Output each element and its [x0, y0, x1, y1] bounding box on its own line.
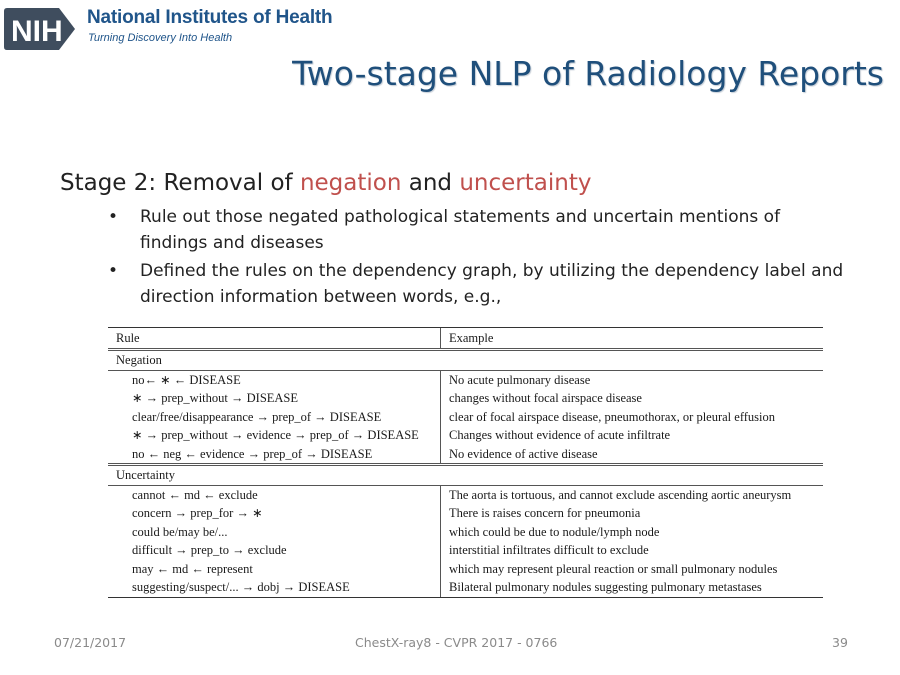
example-cell: which could be due to nodule/lymph node — [441, 523, 824, 542]
table-row — [108, 389, 823, 408]
rule-cell: could be/may be/... — [132, 524, 228, 539]
rule-cell: ∗ → prep_without → evidence → prep_of → DISEASE — [132, 428, 419, 442]
table-row — [108, 523, 823, 542]
table-row — [108, 504, 823, 523]
section-row-uncertainty — [108, 465, 823, 486]
rules-table — [108, 327, 823, 598]
rule-cell: suggesting/suspect/... → dobj → DISEASE — [108, 578, 441, 597]
nih-logo — [3, 4, 333, 56]
nih-logo-name: National Institutes of Health — [87, 7, 333, 28]
nih-logo-badge — [3, 6, 77, 52]
table-row — [108, 370, 823, 389]
table-row — [108, 426, 823, 445]
example-cell: No acute pulmonary disease — [441, 370, 824, 389]
rule-cell: concern → prep_for → ∗ — [132, 506, 263, 520]
example-cell: which may represent pleural reaction or small pulmonary nodules — [441, 560, 824, 579]
table-row — [108, 578, 823, 597]
header-rule: Rule — [108, 328, 441, 350]
rule-cell: no ← neg ← evidence → prep_of → DISEASE — [108, 445, 441, 465]
example-cell: interstitial infiltrates difficult to exclude — [441, 541, 824, 560]
section-label: Negation — [108, 350, 441, 371]
rule-cell: no← ∗ ← DISEASE — [132, 372, 241, 387]
table-row — [108, 485, 823, 504]
rule-cell: ∗ → prep_without → DISEASE — [132, 391, 299, 405]
stage-middle: and — [401, 170, 460, 196]
stage-prefix: Stage 2: Removal of — [60, 170, 300, 196]
bullet-marker: • — [108, 261, 119, 281]
stage-term-negation: negation — [299, 170, 402, 196]
bullet-item — [108, 258, 848, 310]
rule-cell: difficult → prep_to → exclude — [132, 543, 287, 557]
example-cell: The aorta is tortuous, and cannot exclude ascending aortic aneurysm — [441, 485, 824, 504]
nih-logo-abbr: NIH — [11, 15, 63, 48]
example-cell: No evidence of active disease — [441, 445, 824, 465]
example-cell: Bilateral pulmonary nodules suggesting pulmonary metastases — [441, 578, 824, 597]
nih-logo-tagline: Turning Discovery Into Health — [88, 32, 233, 44]
footer-date: 07/21/2017 — [54, 635, 127, 650]
example-cell: clear of focal airspace disease, pneumothorax, or pleural effusion — [441, 408, 824, 427]
header-example: Example — [441, 328, 824, 350]
bullet-text: Rule out those negated pathological statements and uncertain mentions of findings and diseases — [140, 207, 781, 253]
rule-cell: may ← md ← represent — [132, 561, 253, 576]
section-label: Uncertainty — [108, 465, 441, 486]
section-row-negation — [108, 350, 823, 371]
table-row — [108, 560, 823, 579]
slide-title: Two-stage NLP of Radiology Reports — [292, 54, 884, 93]
example-cell: Changes without evidence of acute infiltrate — [441, 426, 824, 445]
table-row — [108, 408, 823, 427]
bullet-item — [108, 204, 848, 256]
table-row — [108, 445, 823, 465]
rule-cell: clear/free/disappearance → prep_of → DISEASE — [132, 409, 382, 424]
bullet-marker: • — [108, 207, 119, 227]
stage-term-uncertainty: uncertainty — [459, 170, 592, 196]
table-header-row — [108, 328, 823, 350]
example-cell: There is raises concern for pneumonia — [441, 504, 824, 523]
table-row — [108, 541, 823, 560]
rule-cell: cannot ← md ← exclude — [132, 487, 258, 502]
stage-heading — [60, 170, 591, 196]
bullet-text: Defined the rules on the dependency graph, by utilizing the dependency label and direction information between words, e.g., — [140, 261, 844, 307]
example-cell: changes without focal airspace disease — [441, 389, 824, 408]
footer-citation: ChestX-ray8 - CVPR 2017 - 0766 — [355, 635, 558, 650]
footer-page-number: 39 — [832, 635, 848, 650]
